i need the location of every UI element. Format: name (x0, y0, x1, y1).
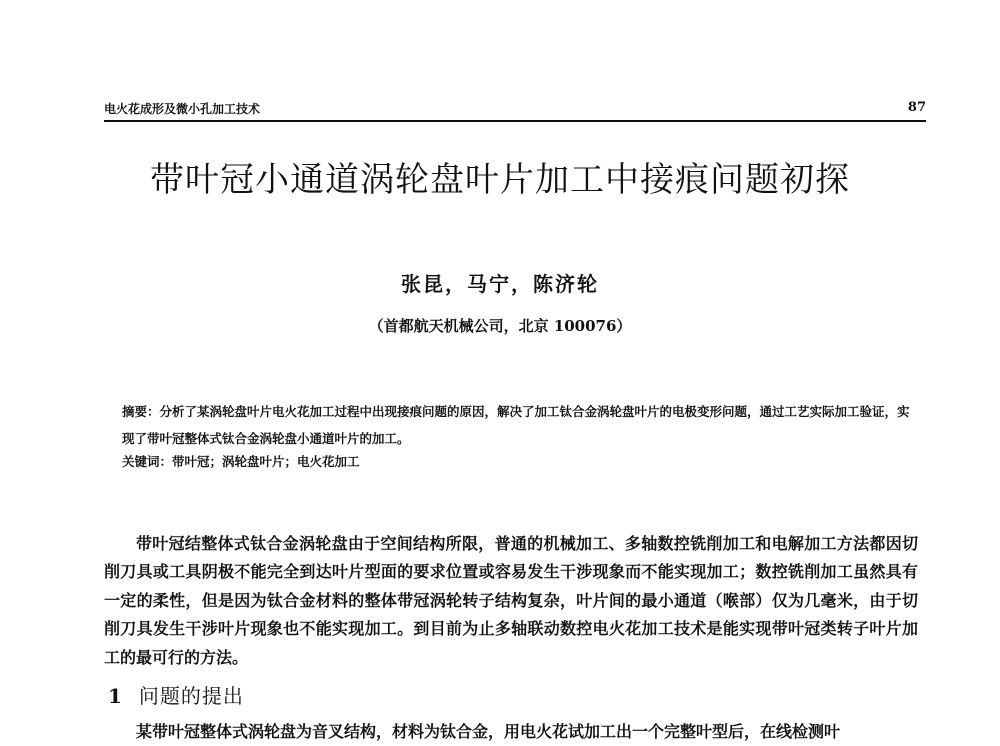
affiliation: （首都航天机械公司，北京 100076） (368, 317, 632, 335)
section-title: 问题的提出 (138, 684, 244, 708)
intro-paragraph: 带叶冠结整体式钛合金涡轮盘由于空间结构所限，普通的机械加工、多轴数控铣削加工和电解加工方法都因切削刀具或工具阴极不能完全到达叶片型面的要求位置或容易发生干涉现象而不能实现加工；数控铣削加工虽然具有一定的柔性，但是因为钛合金材料的整体带冠涡轮转子结构复杂，叶片间的最小通道（喉部）仅为几毫米，由于切削刀具发生干涉叶片现象也不能实现加工。到目前为止多轴联动数控电火花加工技术是能实现带叶冠类转子叶片加工的最可行的方法。 (104, 534, 918, 667)
keywords (122, 452, 912, 470)
keywords-label: 关键词： (122, 454, 173, 469)
journal-section-title: 电火花成形及微小孔加工技术 (104, 102, 261, 116)
abstract-label: 摘要： (122, 404, 160, 419)
keywords-text: 带叶冠；涡轮盘叶片；电火花加工 (172, 454, 360, 469)
abstract-text: 分析了某涡轮盘叶片电火花加工过程中出现接痕问题的原因，解决了加工钛合金涡轮盘叶片的电极变形问题，通过工艺实际加工验证，实现了带叶冠整体式钛合金涡轮盘小通道叶片的加工。 (122, 404, 910, 446)
running-header (104, 100, 926, 122)
abstract (122, 398, 912, 452)
section-heading (108, 680, 244, 709)
paper-title: 带叶冠小通道涡轮盘叶片加工中接痕问题初探 (150, 160, 850, 200)
page-number: 87 (907, 100, 926, 115)
authors: 张昆，马宁，陈济轮 (401, 272, 599, 296)
section-paragraph: 某带叶冠整体式涡轮盘为音叉结构，材料为钛合金，用电火花试加工出一个完整叶型后，在线检测叶 (136, 722, 841, 741)
section-number: 1 (108, 684, 123, 708)
